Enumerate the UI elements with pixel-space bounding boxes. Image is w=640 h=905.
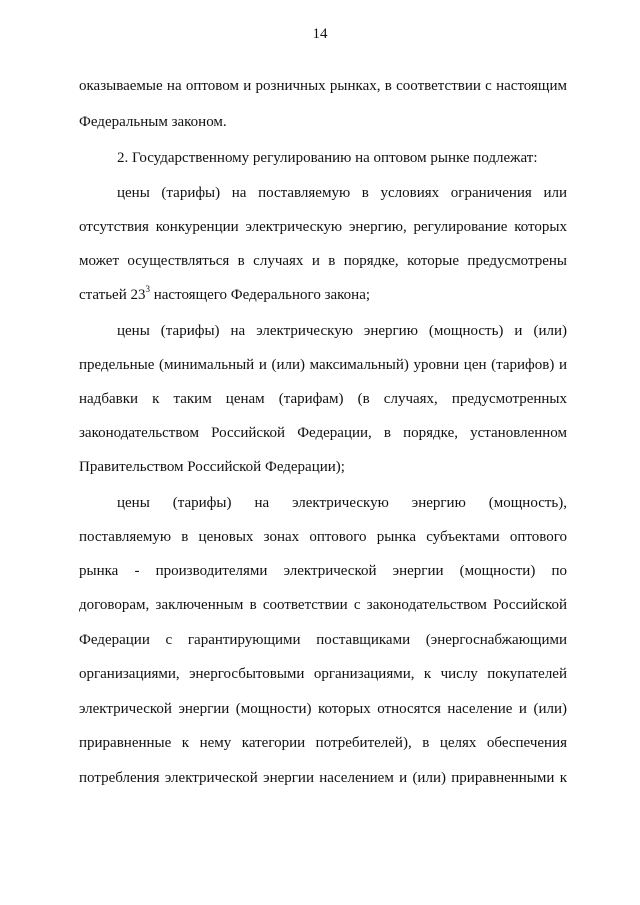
text-line: цены (тарифы) на электрическую энергию (мощность) и (или) xyxy=(117,323,567,339)
text-line: отсутствия конкуренции электрическую энергию, регулирование которых xyxy=(79,219,567,235)
superscript: 3 xyxy=(145,284,150,294)
text-line: надбавки к таким ценам (тарифам) (в случаях, предусмотренных xyxy=(79,391,567,407)
text-line: Правительством Российской Федерации); xyxy=(79,459,345,475)
text-line: рынка - производителями электрической энергии (мощности) по xyxy=(79,563,567,579)
text-line: потребления электрической энергии населением и (или) приравненными к xyxy=(79,770,567,786)
text-line: электрической энергии (мощности) которых относятся население и (или) xyxy=(79,701,567,717)
text-line: оказываемые на оптовом и розничных рынках, в соответствии с настоящим xyxy=(79,78,567,94)
statute-reference: статьей 23 xyxy=(79,287,146,303)
text-line: цены (тарифы) на поставляемую в условиях ограничения или xyxy=(117,185,567,201)
text-line: поставляемую в ценовых зонах оптового рынка субъектами оптового xyxy=(79,529,567,545)
text-line: цены (тарифы) на электрическую энергию (мощность), xyxy=(117,495,567,511)
text-line: законодательством Российской Федерации, в порядке, установленном xyxy=(79,425,567,441)
text-line: Федерации с гарантирующими поставщиками (энергоснабжающими xyxy=(79,632,567,648)
text-line: статьей $23^3$ настоящего Федерального закона; xyxy=(79,284,371,303)
text-line: приравненные к нему категории потребителей), в целях обеспечения xyxy=(79,735,567,751)
page-number: 14 xyxy=(312,26,328,42)
paragraph-heading: 2. Государственному регулированию на оптовом рынке подлежат: xyxy=(117,150,538,166)
text-line: договорам, заключенным в соответствии с законодательством Российской xyxy=(79,597,567,613)
text-line: предельные (минимальный и (или) максимальный) уровни цен (тарифов) и xyxy=(79,357,567,373)
text-line: Федеральным законом. xyxy=(79,114,227,130)
text-line: может осуществляться в случаях и в порядке, которые предусмотрены xyxy=(79,253,567,269)
text-line: организациями, энергосбытовыми организациями, к числу покупателей xyxy=(79,666,567,682)
